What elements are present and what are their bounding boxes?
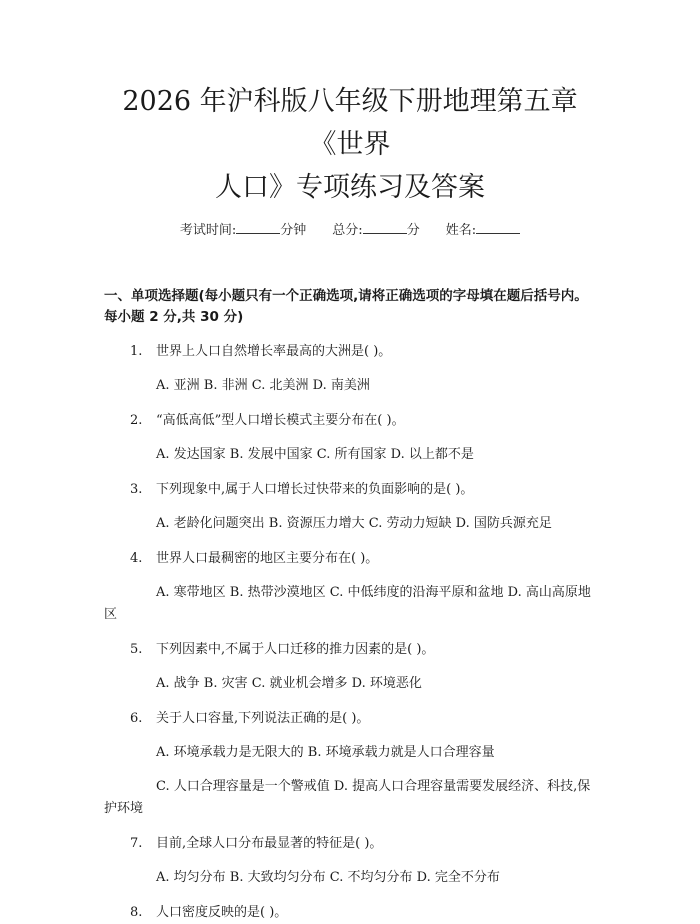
total-score-blank <box>363 222 407 234</box>
question-stem <box>104 708 596 730</box>
question-stem <box>104 833 596 855</box>
title-line-2: 人口》专项练习及答案 <box>215 172 485 203</box>
question-item <box>104 902 596 924</box>
question-text: 人口密度反映的是( )。 <box>156 905 288 920</box>
question-text: 下列因素中,不属于人口迁移的推力因素的是( )。 <box>156 642 435 657</box>
question-number: 2. <box>130 413 143 428</box>
question-options: A. 老龄化问题突出 B. 资源压力增大 C. 劳动力短缺 D. 国防兵源充足 <box>156 516 552 531</box>
question-stem <box>104 548 596 570</box>
exam-time-field <box>180 219 306 238</box>
question-number: 8. <box>130 905 143 920</box>
question-text: 关于人口容量,下列说法正确的是( )。 <box>156 711 370 726</box>
question-text: 目前,全球人口分布最显著的特征是( )。 <box>156 836 383 851</box>
question-stem <box>104 902 596 924</box>
question-text: 世界上人口自然增长率最高的大洲是( )。 <box>156 344 392 359</box>
question-stem <box>104 341 596 363</box>
exam-time-label: 考试时间: <box>179 223 237 238</box>
question-item <box>104 341 596 397</box>
student-name-label: 姓名: <box>445 223 477 238</box>
question-options: A. 寒带地区 B. 热带沙漠地区 C. 中低纬度的沿海平原和盆地 D. 高山高原地区 <box>104 585 591 622</box>
question-item <box>104 410 596 466</box>
question-number: 5. <box>130 642 143 657</box>
question-stem <box>104 479 596 501</box>
student-name-field <box>446 219 520 238</box>
question-item <box>104 708 596 820</box>
question-options: A. 战争 B. 灾害 C. 就业机会增多 D. 环境恶化 <box>156 676 422 691</box>
question-text: “高低高低”型人口增长模式主要分布在( )。 <box>156 413 405 428</box>
title-line-1: 2026 年沪科版八年级下册地理第五章《世界 <box>122 86 578 160</box>
question-text: 下列现象中,属于人口增长过快带来的负面影响的是( )。 <box>156 482 474 497</box>
question-item <box>104 548 596 626</box>
question-list <box>104 341 596 924</box>
question-item <box>104 639 596 695</box>
question-number: 6. <box>130 711 143 726</box>
total-score-unit: 分 <box>406 223 420 238</box>
question-number: 3. <box>130 482 143 497</box>
total-score-field <box>332 219 419 238</box>
question-options: A. 发达国家 B. 发展中国家 C. 所有国家 D. 以上都不是 <box>156 447 474 462</box>
question-number: 7. <box>130 836 143 851</box>
exam-time-unit: 分钟 <box>280 223 307 238</box>
page-title <box>104 0 596 209</box>
question-item <box>104 479 596 535</box>
total-score-label: 总分: <box>332 223 363 238</box>
student-name-blank <box>476 222 520 234</box>
question-options: A. 环境承载力是无限大的 B. 环境承载力就是人口合理容量 <box>156 745 495 760</box>
question-options: C. 人口合理容量是一个警戒值 D. 提高人口合理容量需要发展经济、科技,保护环境 <box>104 779 591 816</box>
question-options: A. 亚洲 B. 非洲 C. 北美洲 D. 南美洲 <box>156 378 370 393</box>
question-number: 1. <box>130 344 143 359</box>
exam-info-row <box>104 219 596 238</box>
question-number: 4. <box>130 551 143 566</box>
question-options: A. 均匀分布 B. 大致均匀分布 C. 不均匀分布 D. 完全不分布 <box>156 870 500 885</box>
question-text: 世界人口最稠密的地区主要分布在( )。 <box>156 551 379 566</box>
question-item <box>104 833 596 889</box>
exam-time-blank <box>236 222 280 234</box>
question-stem <box>104 639 596 661</box>
question-stem <box>104 410 596 432</box>
section-heading: 一、单项选择题(每小题只有一个正确选项,请将正确选项的字母填在题后括号内。每小题 2 分,共 30 分) <box>104 288 588 325</box>
